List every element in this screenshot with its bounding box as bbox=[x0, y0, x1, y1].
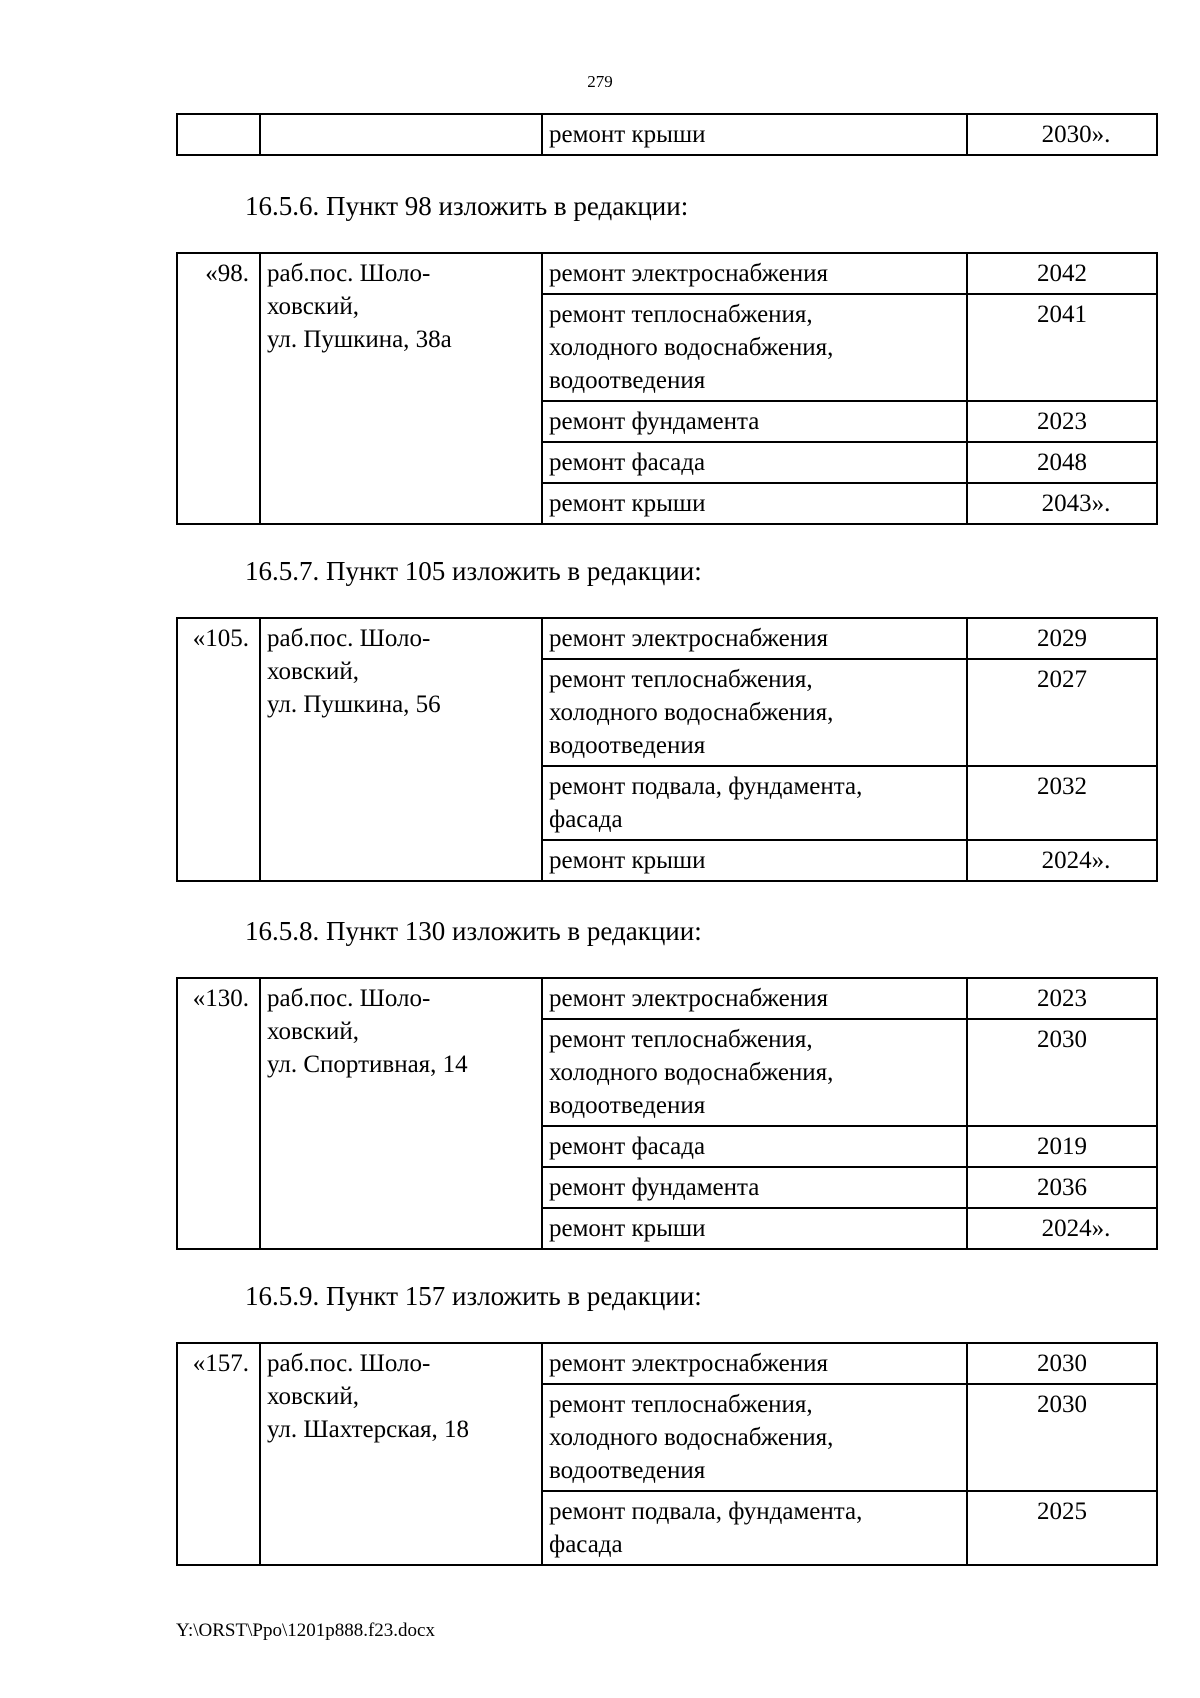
work-cell bbox=[542, 1343, 967, 1384]
work-cell bbox=[542, 618, 967, 659]
year-text: 2030 bbox=[1037, 1350, 1087, 1377]
year-cell bbox=[967, 1343, 1157, 1384]
year-cell bbox=[967, 840, 1157, 881]
work-text: ремонт теплоснабжения, bbox=[549, 301, 813, 328]
item-number: «130. bbox=[192, 985, 249, 1012]
work-text: водоотведения bbox=[549, 367, 706, 394]
year-text: 2023 bbox=[1037, 408, 1087, 435]
page-number: 279 bbox=[587, 72, 613, 91]
table-row bbox=[177, 253, 1157, 294]
footer-file-path: Y:\ORST\Ppo\1201p888.f23.docx bbox=[176, 1620, 435, 1641]
work-text: ремонт крыши bbox=[549, 1215, 706, 1242]
item-number: «98. bbox=[205, 260, 249, 287]
item-table-98 bbox=[176, 252, 1158, 525]
address-line: ховский, bbox=[267, 293, 359, 320]
item-table-105 bbox=[176, 617, 1158, 882]
work-text: водоотведения bbox=[549, 732, 706, 759]
address-line: ховский, bbox=[267, 1018, 359, 1045]
work-cell bbox=[542, 1384, 967, 1491]
address-cell bbox=[260, 253, 542, 524]
work-text: ремонт крыши bbox=[549, 490, 706, 517]
year-text: 2041 bbox=[1037, 301, 1087, 328]
work-text: фасада bbox=[549, 1531, 623, 1558]
address-cell bbox=[260, 618, 542, 881]
work-text: холодного водоснабжения, bbox=[549, 699, 834, 726]
work-text: холодного водоснабжения, bbox=[549, 334, 834, 361]
work-cell bbox=[542, 1491, 967, 1565]
address-line: раб.пос. Шоло- bbox=[267, 260, 431, 287]
work-cell bbox=[542, 483, 967, 524]
work-cell bbox=[542, 1019, 967, 1126]
item-number-cell bbox=[177, 253, 260, 524]
year-text: 2029 bbox=[1037, 625, 1087, 652]
table-continuation bbox=[176, 113, 1158, 156]
year-text: 2030». bbox=[1041, 121, 1111, 148]
address-line: ул. Спортивная, 14 bbox=[267, 1051, 468, 1078]
section-heading: 16.5.7. Пункт 105 изложить в редакции: bbox=[245, 556, 702, 586]
year-cell bbox=[967, 618, 1157, 659]
work-text: ремонт крыши bbox=[549, 847, 706, 874]
table-row bbox=[177, 978, 1157, 1019]
item-number: «105. bbox=[192, 625, 249, 652]
year-cell bbox=[967, 294, 1157, 401]
year-cell bbox=[967, 253, 1157, 294]
year-text: 2025 bbox=[1037, 1498, 1087, 1525]
work-text: ремонт электроснабжения bbox=[549, 625, 828, 652]
table-row bbox=[177, 114, 1157, 155]
year-cell bbox=[967, 978, 1157, 1019]
work-cell bbox=[542, 401, 967, 442]
year-cell bbox=[967, 483, 1157, 524]
work-cell bbox=[542, 1167, 967, 1208]
item-number-cell bbox=[177, 1343, 260, 1565]
work-text: водоотведения bbox=[549, 1092, 706, 1119]
address-line: ховский, bbox=[267, 1383, 359, 1410]
work-text: ремонт крыши bbox=[549, 121, 706, 148]
work-text: водоотведения bbox=[549, 1457, 706, 1484]
work-text: холодного водоснабжения, bbox=[549, 1059, 834, 1086]
work-text: ремонт фасада bbox=[549, 449, 706, 476]
year-cell bbox=[967, 659, 1157, 766]
item-number-cell bbox=[177, 114, 260, 155]
work-text: ремонт фундамента bbox=[549, 408, 760, 435]
address-line: ул. Шахтерская, 18 bbox=[267, 1416, 470, 1443]
year-cell bbox=[967, 401, 1157, 442]
item-number-cell bbox=[177, 978, 260, 1249]
address-line: ул. Пушкина, 38а bbox=[267, 326, 452, 353]
work-text: ремонт теплоснабжения, bbox=[549, 1026, 813, 1053]
work-cell bbox=[542, 659, 967, 766]
work-cell bbox=[542, 840, 967, 881]
year-cell bbox=[967, 1384, 1157, 1491]
address-line: раб.пос. Шоло- bbox=[267, 625, 431, 652]
year-text: 2043». bbox=[1041, 490, 1111, 517]
table-row bbox=[177, 1343, 1157, 1384]
year-text: 2027 bbox=[1037, 666, 1087, 693]
work-cell bbox=[542, 1208, 967, 1249]
address-line: ховский, bbox=[267, 658, 359, 685]
work-cell bbox=[542, 294, 967, 401]
section-heading: 16.5.8. Пункт 130 изложить в редакции: bbox=[245, 916, 702, 946]
year-text: 2042 bbox=[1037, 260, 1087, 287]
address-line: ул. Пушкина, 56 bbox=[267, 691, 441, 718]
work-text: ремонт теплоснабжения, bbox=[549, 666, 813, 693]
work-text: ремонт электроснабжения bbox=[549, 985, 828, 1012]
year-cell bbox=[967, 1019, 1157, 1126]
year-cell bbox=[967, 1208, 1157, 1249]
work-cell bbox=[542, 766, 967, 840]
year-cell bbox=[967, 1491, 1157, 1565]
item-number-cell bbox=[177, 618, 260, 881]
work-text: ремонт фундамента bbox=[549, 1174, 760, 1201]
work-text: ремонт подвала, фундамента, bbox=[549, 1498, 863, 1525]
work-text: ремонт электроснабжения bbox=[549, 260, 828, 287]
year-text: 2019 bbox=[1037, 1133, 1087, 1160]
year-cell bbox=[967, 766, 1157, 840]
year-text: 2030 bbox=[1037, 1026, 1087, 1053]
year-cell bbox=[967, 442, 1157, 483]
year-text: 2024». bbox=[1041, 1215, 1111, 1242]
address-cell bbox=[260, 114, 542, 155]
year-text: 2024». bbox=[1041, 847, 1111, 874]
table-row bbox=[177, 618, 1157, 659]
work-text: ремонт подвала, фундамента, bbox=[549, 773, 863, 800]
address-cell bbox=[260, 1343, 542, 1565]
address-cell bbox=[260, 978, 542, 1249]
year-text: 2023 bbox=[1037, 985, 1087, 1012]
section-heading: 16.5.9. Пункт 157 изложить в редакции: bbox=[245, 1281, 702, 1311]
section-heading: 16.5.6. Пункт 98 изложить в редакции: bbox=[245, 191, 689, 221]
item-table-157 bbox=[176, 1342, 1158, 1566]
work-text: холодного водоснабжения, bbox=[549, 1424, 834, 1451]
work-cell bbox=[542, 253, 967, 294]
work-cell bbox=[542, 978, 967, 1019]
year-text: 2030 bbox=[1037, 1391, 1087, 1418]
work-text: ремонт фасада bbox=[549, 1133, 706, 1160]
item-number: «157. bbox=[192, 1350, 249, 1377]
work-cell bbox=[542, 442, 967, 483]
address-line: раб.пос. Шоло- bbox=[267, 1350, 431, 1377]
year-text: 2048 bbox=[1037, 449, 1087, 476]
item-table-130 bbox=[176, 977, 1158, 1250]
year-cell bbox=[967, 1167, 1157, 1208]
address-line: раб.пос. Шоло- bbox=[267, 985, 431, 1012]
year-cell bbox=[967, 1126, 1157, 1167]
work-cell bbox=[542, 1126, 967, 1167]
work-cell bbox=[542, 114, 967, 155]
work-text: фасада bbox=[549, 806, 623, 833]
work-text: ремонт электроснабжения bbox=[549, 1350, 828, 1377]
year-text: 2036 bbox=[1037, 1174, 1087, 1201]
work-text: ремонт теплоснабжения, bbox=[549, 1391, 813, 1418]
year-cell bbox=[967, 114, 1157, 155]
year-text: 2032 bbox=[1037, 773, 1087, 800]
